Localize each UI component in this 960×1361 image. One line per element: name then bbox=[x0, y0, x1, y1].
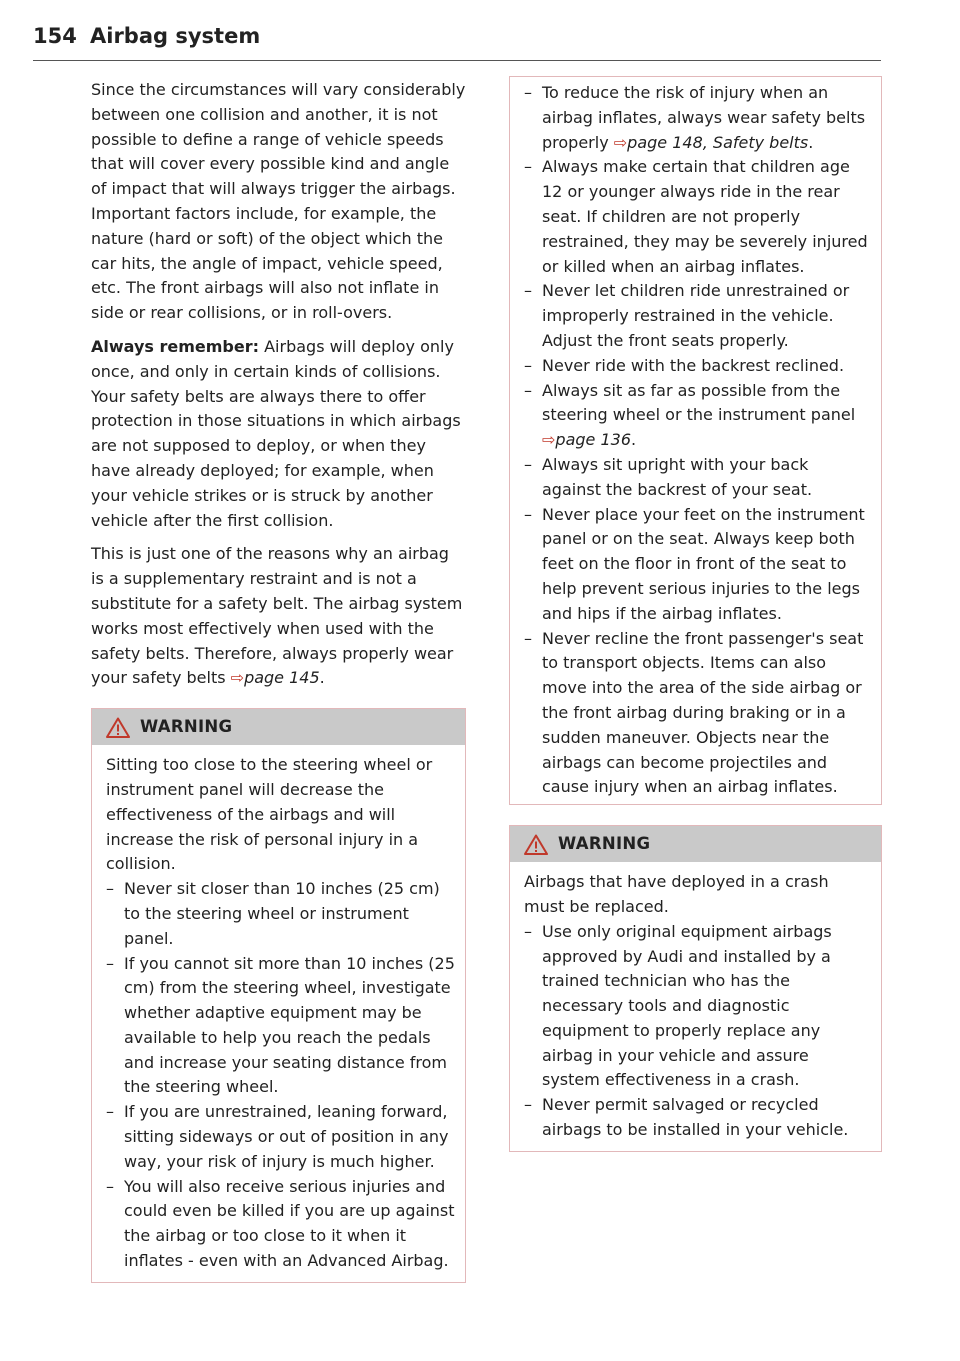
warning-intro: Sitting too close to the steering wheel or instrument panel will decrease the effectiveness of the airbags and will increase the risk of personal injury in a collision. bbox=[106, 755, 433, 874]
warning-triangle-icon bbox=[106, 717, 130, 738]
list-item: – Use only original equipment airbags approved by Audi and installed by a trained technician who has the necessary tools and diagnostic equipment to properly replace any airbag in your vehicle and assure system effectiveness in a crash. bbox=[524, 920, 871, 1094]
always-remember-paragraph bbox=[91, 335, 466, 533]
list-item: – Never recline the front passenger's seat to transport objects. Items can also move into the area of the side airbag or the front airbag during braking or in a sudden maneuver. Objects near the airbags can become projectiles and cause injury when an airbag inflates. bbox=[524, 627, 871, 801]
page-header bbox=[33, 24, 881, 61]
list-item: – You will also receive serious injuries and could even be killed if you are up against the airbag or too close to it when it inflates - even with an Advanced Airbag. bbox=[106, 1175, 455, 1274]
list-item: – If you cannot sit more than 10 inches (25 cm) from the steering wheel, investigate whether adaptive equipment may be available to help you reach the pedals and increase your seating distance from the steering wheel. bbox=[106, 952, 455, 1101]
supplementary-restraint-text: This is just one of the reasons why an airbag is a supplementary restraint and is not a substitute for a safety belt. The airbag system works most effectively when used with the safety belts. Therefore, always properly wear your safety belts bbox=[91, 544, 463, 688]
safety-list-box bbox=[509, 76, 882, 805]
section-title: Airbag system bbox=[90, 24, 261, 48]
warning-list bbox=[106, 877, 455, 1274]
left-column bbox=[91, 78, 466, 1283]
sentence-end: . bbox=[631, 430, 637, 450]
list-item: – Always sit upright with your back against the backrest of your seat. bbox=[524, 453, 871, 503]
list-item: – Always make certain that children age 12 or younger always ride in the rear seat. If children are not properly restrained, they may be severely injured or killed when an airbag inflates. bbox=[524, 155, 871, 279]
warning-title: WARNING bbox=[140, 716, 233, 736]
arrow-right-icon: ⇨ bbox=[542, 430, 556, 450]
arrow-right-icon: ⇨ bbox=[230, 668, 245, 688]
supplementary-restraint-paragraph bbox=[91, 542, 466, 691]
warning-body bbox=[510, 862, 881, 1151]
list-item: – Never ride with the backrest reclined. bbox=[524, 354, 871, 379]
list-item: – Never permit salvaged or recycled airbags to be installed in your vehicle. bbox=[524, 1093, 871, 1143]
list-item bbox=[524, 81, 871, 155]
warning-body bbox=[92, 745, 465, 1282]
warning-box-left bbox=[91, 708, 466, 1283]
list-item-text: Always sit as far as possible from the steering wheel or the instrument panel bbox=[542, 380, 856, 425]
list-item: – Never sit closer than 10 inches (25 cm) to the steering wheel or instrument panel. bbox=[106, 877, 455, 951]
list-item: – Never place your feet on the instrument panel or on the seat. Always keep both feet on the floor in front of the seat to help prevent serious injuries to the legs and hips if the airbag inflates. bbox=[524, 503, 871, 627]
list-item: – Never let children ride unrestrained or improperly restrained in the vehicle. Adjust the front seats properly. bbox=[524, 279, 871, 353]
warning-list bbox=[524, 920, 871, 1143]
warning-header bbox=[510, 826, 881, 862]
list-item bbox=[524, 379, 871, 453]
warning-intro: Airbags that have deployed in a crash must be replaced. bbox=[524, 872, 829, 916]
page-reference-link[interactable]: page 148, Safety belts bbox=[627, 132, 809, 152]
list-item: – If you are unrestrained, leaning forward, sitting sideways or out of position in any way, your risk of injury is much higher. bbox=[106, 1100, 455, 1174]
sentence-end: . bbox=[319, 668, 325, 688]
arrow-right-icon: ⇨ bbox=[613, 132, 628, 152]
safety-list bbox=[524, 81, 871, 800]
always-remember-label: Always remember: bbox=[91, 336, 260, 356]
warning-title: WARNING bbox=[558, 833, 651, 853]
warning-triangle-icon bbox=[524, 834, 548, 855]
page-reference-link[interactable]: page 145 bbox=[244, 668, 320, 688]
intro-paragraph: Since the circumstances will vary considerably between one collision and another, it is not possible to define a range of vehicle speeds that will cover every possible kind and angle of impact that will always trigger the airbags. Important factors include, for example, the nature (hard or soft) of the object which the car hits, the angle of impact, vehicle speed, etc. The front airbags will also not inflate in side or rear collisions, or in roll-overs. bbox=[91, 80, 466, 323]
warning-header bbox=[92, 709, 465, 745]
warning-box-right bbox=[509, 825, 882, 1152]
right-column bbox=[509, 76, 882, 1152]
page-number: 154 bbox=[33, 24, 77, 48]
sentence-end: . bbox=[808, 132, 814, 152]
list-item-text: To reduce the risk of injury when an airbag inflates, always wear safety belts properly bbox=[542, 83, 866, 152]
page-reference-link[interactable]: page 136 bbox=[555, 430, 631, 450]
always-remember-text: Airbags will deploy only once, and only in certain kinds of collisions. Your safety belts are always there to offer protection in those situations in which airbags are not supposed to deploy, or when they have already deployed; for example, when your vehicle strikes or is struck by another vehicle after the first collision. bbox=[91, 336, 461, 530]
